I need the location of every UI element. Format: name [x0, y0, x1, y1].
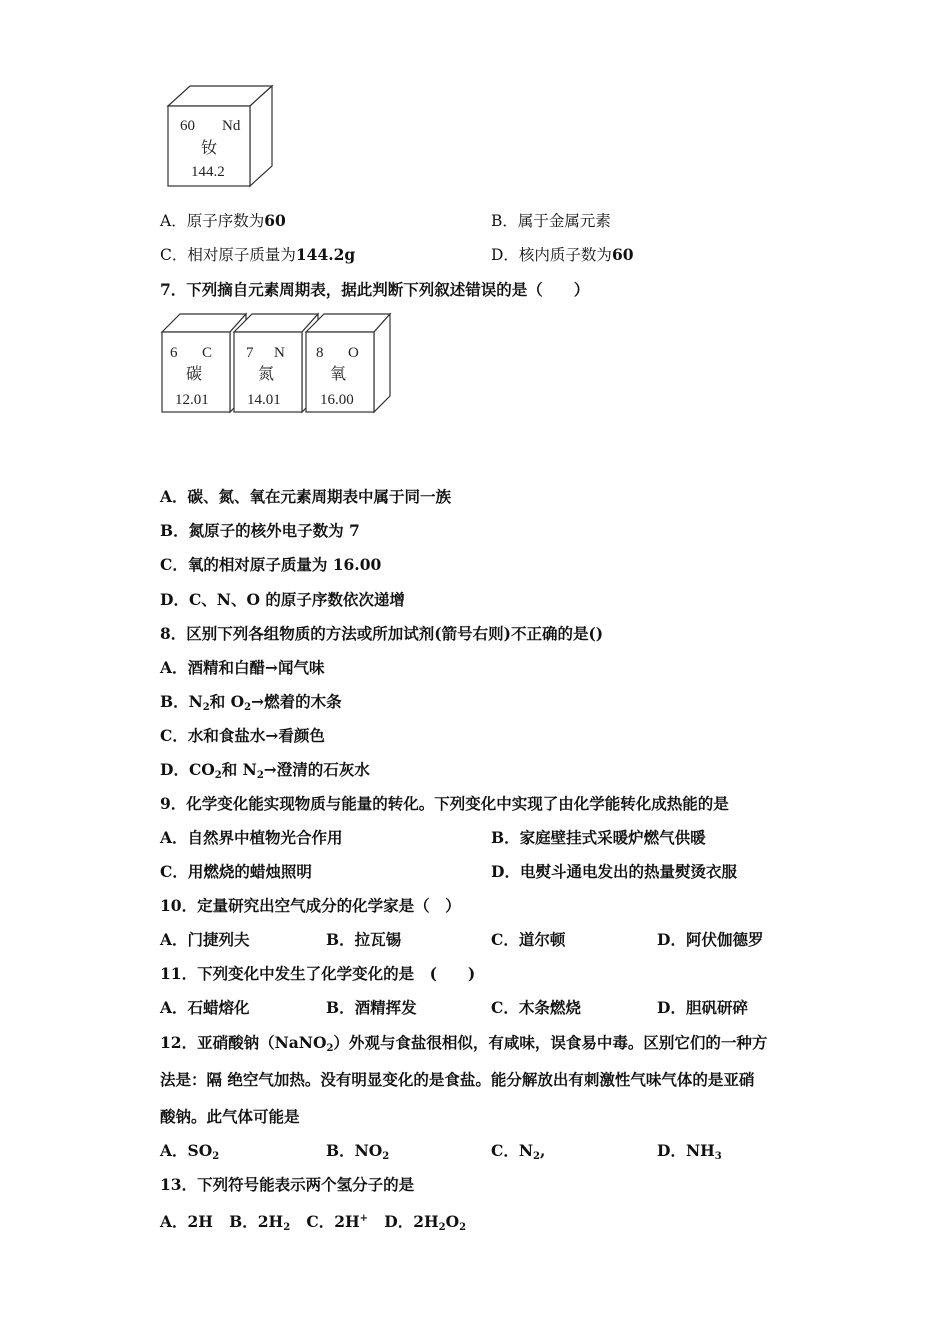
q10-option-d: D．阿伏伽德罗	[657, 930, 764, 949]
element-tile-c	[162, 314, 246, 412]
tile-mass: 144.2	[191, 164, 225, 180]
tile-name: 氧	[330, 366, 347, 383]
q7-stem: 7．下列摘自元素周期表，据此判断下列叙述错误的是（ ）	[160, 280, 590, 299]
tile-number: 60	[180, 118, 195, 134]
q9-option-c: C．用燃烧的蜡烛照明	[160, 862, 312, 881]
q6-option-d: D．核内质子数为60	[491, 245, 634, 264]
element-tile-n	[234, 314, 318, 412]
q9-option-a: A．自然界中植物光合作用	[160, 828, 343, 847]
q13-options	[160, 1209, 466, 1238]
element-tiles-cno-graphic	[160, 312, 396, 416]
tile-mass: 12.01	[175, 392, 209, 408]
q11-stem: 11．下列变化中发生了化学变化的是 ( )	[160, 964, 476, 983]
q6-option-c: C．相对原子质量为144.2g	[160, 245, 356, 264]
q8-stem: 8．区别下列各组物质的方法或所加试剂(箭号右则)不正确的是()	[160, 624, 604, 643]
q6-option-b: B．属于金属元素	[491, 212, 611, 230]
tile-number: 8	[316, 345, 324, 361]
q12-option-c: C．$N_2$,	[491, 1141, 546, 1162]
q7-option-b: B．氮原子的核外电子数为 7	[160, 521, 360, 540]
q7-option-d: D．C、N、O 的原子序数依次递增	[160, 590, 405, 609]
tile-mass: 16.00	[320, 392, 354, 408]
tile-mass: 14.01	[247, 392, 281, 408]
q6-option-a: A．原子序数为60	[160, 211, 286, 230]
q8-option-b: B．$N_2$和 $O_2\to$燃着的木条	[160, 692, 342, 713]
element-tile-nd	[166, 84, 276, 190]
q11-option-d: D．胆矾研碎	[657, 998, 748, 1017]
q10-option-c: C．道尔顿	[491, 930, 566, 949]
q11-option-b: B．酒精挥发	[326, 998, 417, 1017]
q8-option-c: C．水和食盐水→看颜色	[160, 726, 325, 745]
tile-number: 7	[246, 345, 254, 361]
element-tiles-cno	[160, 312, 396, 416]
q12-option-a: A．$SO_2$	[160, 1141, 220, 1162]
q10-option-a: A．门捷列夫	[160, 930, 250, 949]
q9-option-d: D．电熨斗通电发出的热量熨烫衣服	[491, 862, 737, 881]
tile-name: 碳	[186, 366, 203, 383]
element-tile-nd-graphic	[166, 84, 276, 190]
q13-option-b: B．$2H_2$	[229, 1212, 291, 1233]
q7-option-c: C．氧的相对原子质量为 16.00	[160, 555, 382, 574]
q9-stem: 9．化学变化能实现物质与能量的转化。下列变化中实现了由化学能转化成热能的是	[160, 794, 729, 813]
q8-option-a: A．酒精和白醋→闻气味	[160, 658, 325, 677]
tile-symbol: O	[348, 345, 359, 361]
q13-option-d: D．$2H_2O_2$	[384, 1212, 467, 1233]
tile-symbol: C	[202, 345, 213, 361]
q11-option-a: A．石蜡熔化	[160, 998, 250, 1017]
q9-option-b: B．家庭壁挂式采暖炉燃气供暖	[491, 828, 706, 847]
q7-option-a: A．碳、氮、氧在元素周期表中属于同一族	[160, 487, 452, 506]
q12-option-d: D．$NH_3$	[657, 1141, 722, 1162]
element-tile-o	[306, 314, 390, 412]
tile-name: 钕	[201, 140, 218, 157]
q12-stem-line1: 12．亚硝酸钠（NaNO$_2$）外观与食盐很相似，有咸味，误食易中毒。区别它们的一种方	[160, 1033, 768, 1054]
q12-option-b: B．$NO_2$	[326, 1141, 390, 1162]
q10-option-b: B．拉瓦锡	[326, 930, 402, 949]
q12-stem-line3: 酸钠。此气体可能是	[160, 1107, 300, 1126]
q13-option-c: C．2H+	[306, 1212, 369, 1231]
q10-stem: 10．定量研究出空气成分的化学家是（ ）	[160, 896, 461, 915]
tile-number: 6	[170, 345, 178, 361]
q8-option-d: D．$CO_2$和 $N_2\to$澄清的石灰水	[160, 760, 370, 781]
tile-symbol: N	[274, 345, 285, 361]
tile-symbol: Nd	[222, 118, 241, 134]
q13-option-a: A．2H	[160, 1212, 213, 1231]
q13-stem: 13．下列符号能表示两个氢分子的是	[160, 1175, 415, 1194]
q12-stem-line2: 法是：隔 绝空气加热。没有明显变化的是食盐。能分解放出有刺激性气味气体的是亚硝	[160, 1070, 755, 1089]
tile-name: 氮	[258, 366, 275, 383]
q11-option-c: C．木条燃烧	[491, 998, 581, 1017]
